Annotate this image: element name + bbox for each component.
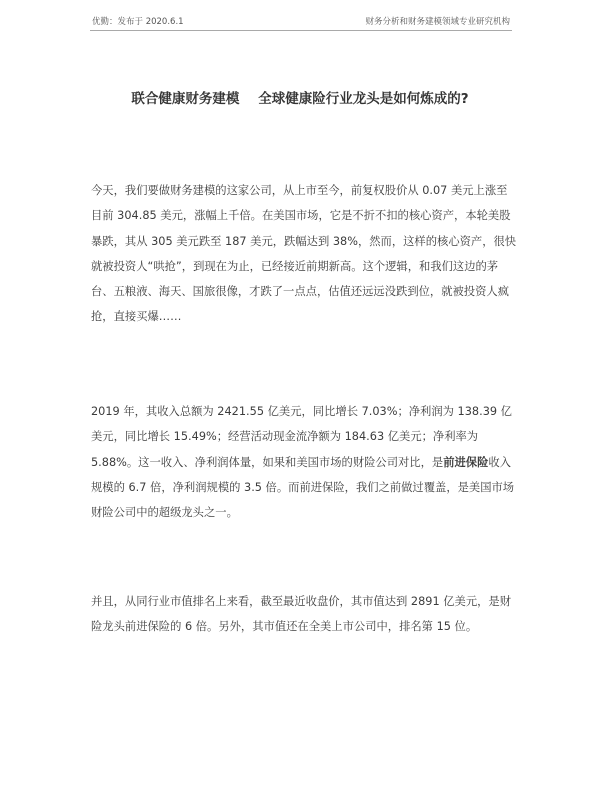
paragraph-market-cap: 并且，从同行业市值排名上来看，截至最近收盘价，其市值达到 2891 亿美元，是财险龙头前进保险的 6 倍。另外，其市值还在全美上市公司中，排名第 15 位。 [91,595,512,634]
paragraph-intro: 今天，我们要做财务建模的这家公司，从上市至今，前复权股价从 0.07 美元上涨至目前 304.85 美元，涨幅上千倍。在美国市场，它是不折不扣的核心资产，本轮美股暴跌，其从 305 美元跌至 187 美元，跌幅达到 38%，然而，这样的核心资产，很快就被投资人“哄抢”，到现在为止，已经接近前期新高。这个逻辑，和我们这边的茅台、五粮液、海天、国旅很像，才跌了一点点，估值还远远没跌到位，就被投资人疯抢，直接买爆…… [91,184,517,324]
page-header [90,12,512,31]
header-org-tagline: 财务分析和财务建模领域专业研究机构 [365,17,510,27]
paragraph-financials [91,399,517,525]
paragraph-financials-text-b: 收入规模的 6.7 倍，净利润规模的 3.5 倍。而前进保险，我们之前做过覆盖，是美国市场财险公司中的超级龙头之一。 [91,455,515,520]
header-publish-info: 优勤：发布于 2020.6.1 [92,17,184,27]
page-title: 联合健康财务建模 全球健康险行业龙头是如何炼成的? [131,91,469,107]
paragraph-financials-text-a: 2019 年，其收入总额为 2421.55 亿美元，同比增长 7.03%；净利润为 138.39 亿美元，同比增长 15.49%；经营活动现金流净额为 184.63 亿美元；净利率为 5.88%。这一收入、净利润体量，如果和美国市场的财险公司对比，是 [91,405,512,469]
highlight-company-name: 前进保险 [443,455,489,469]
